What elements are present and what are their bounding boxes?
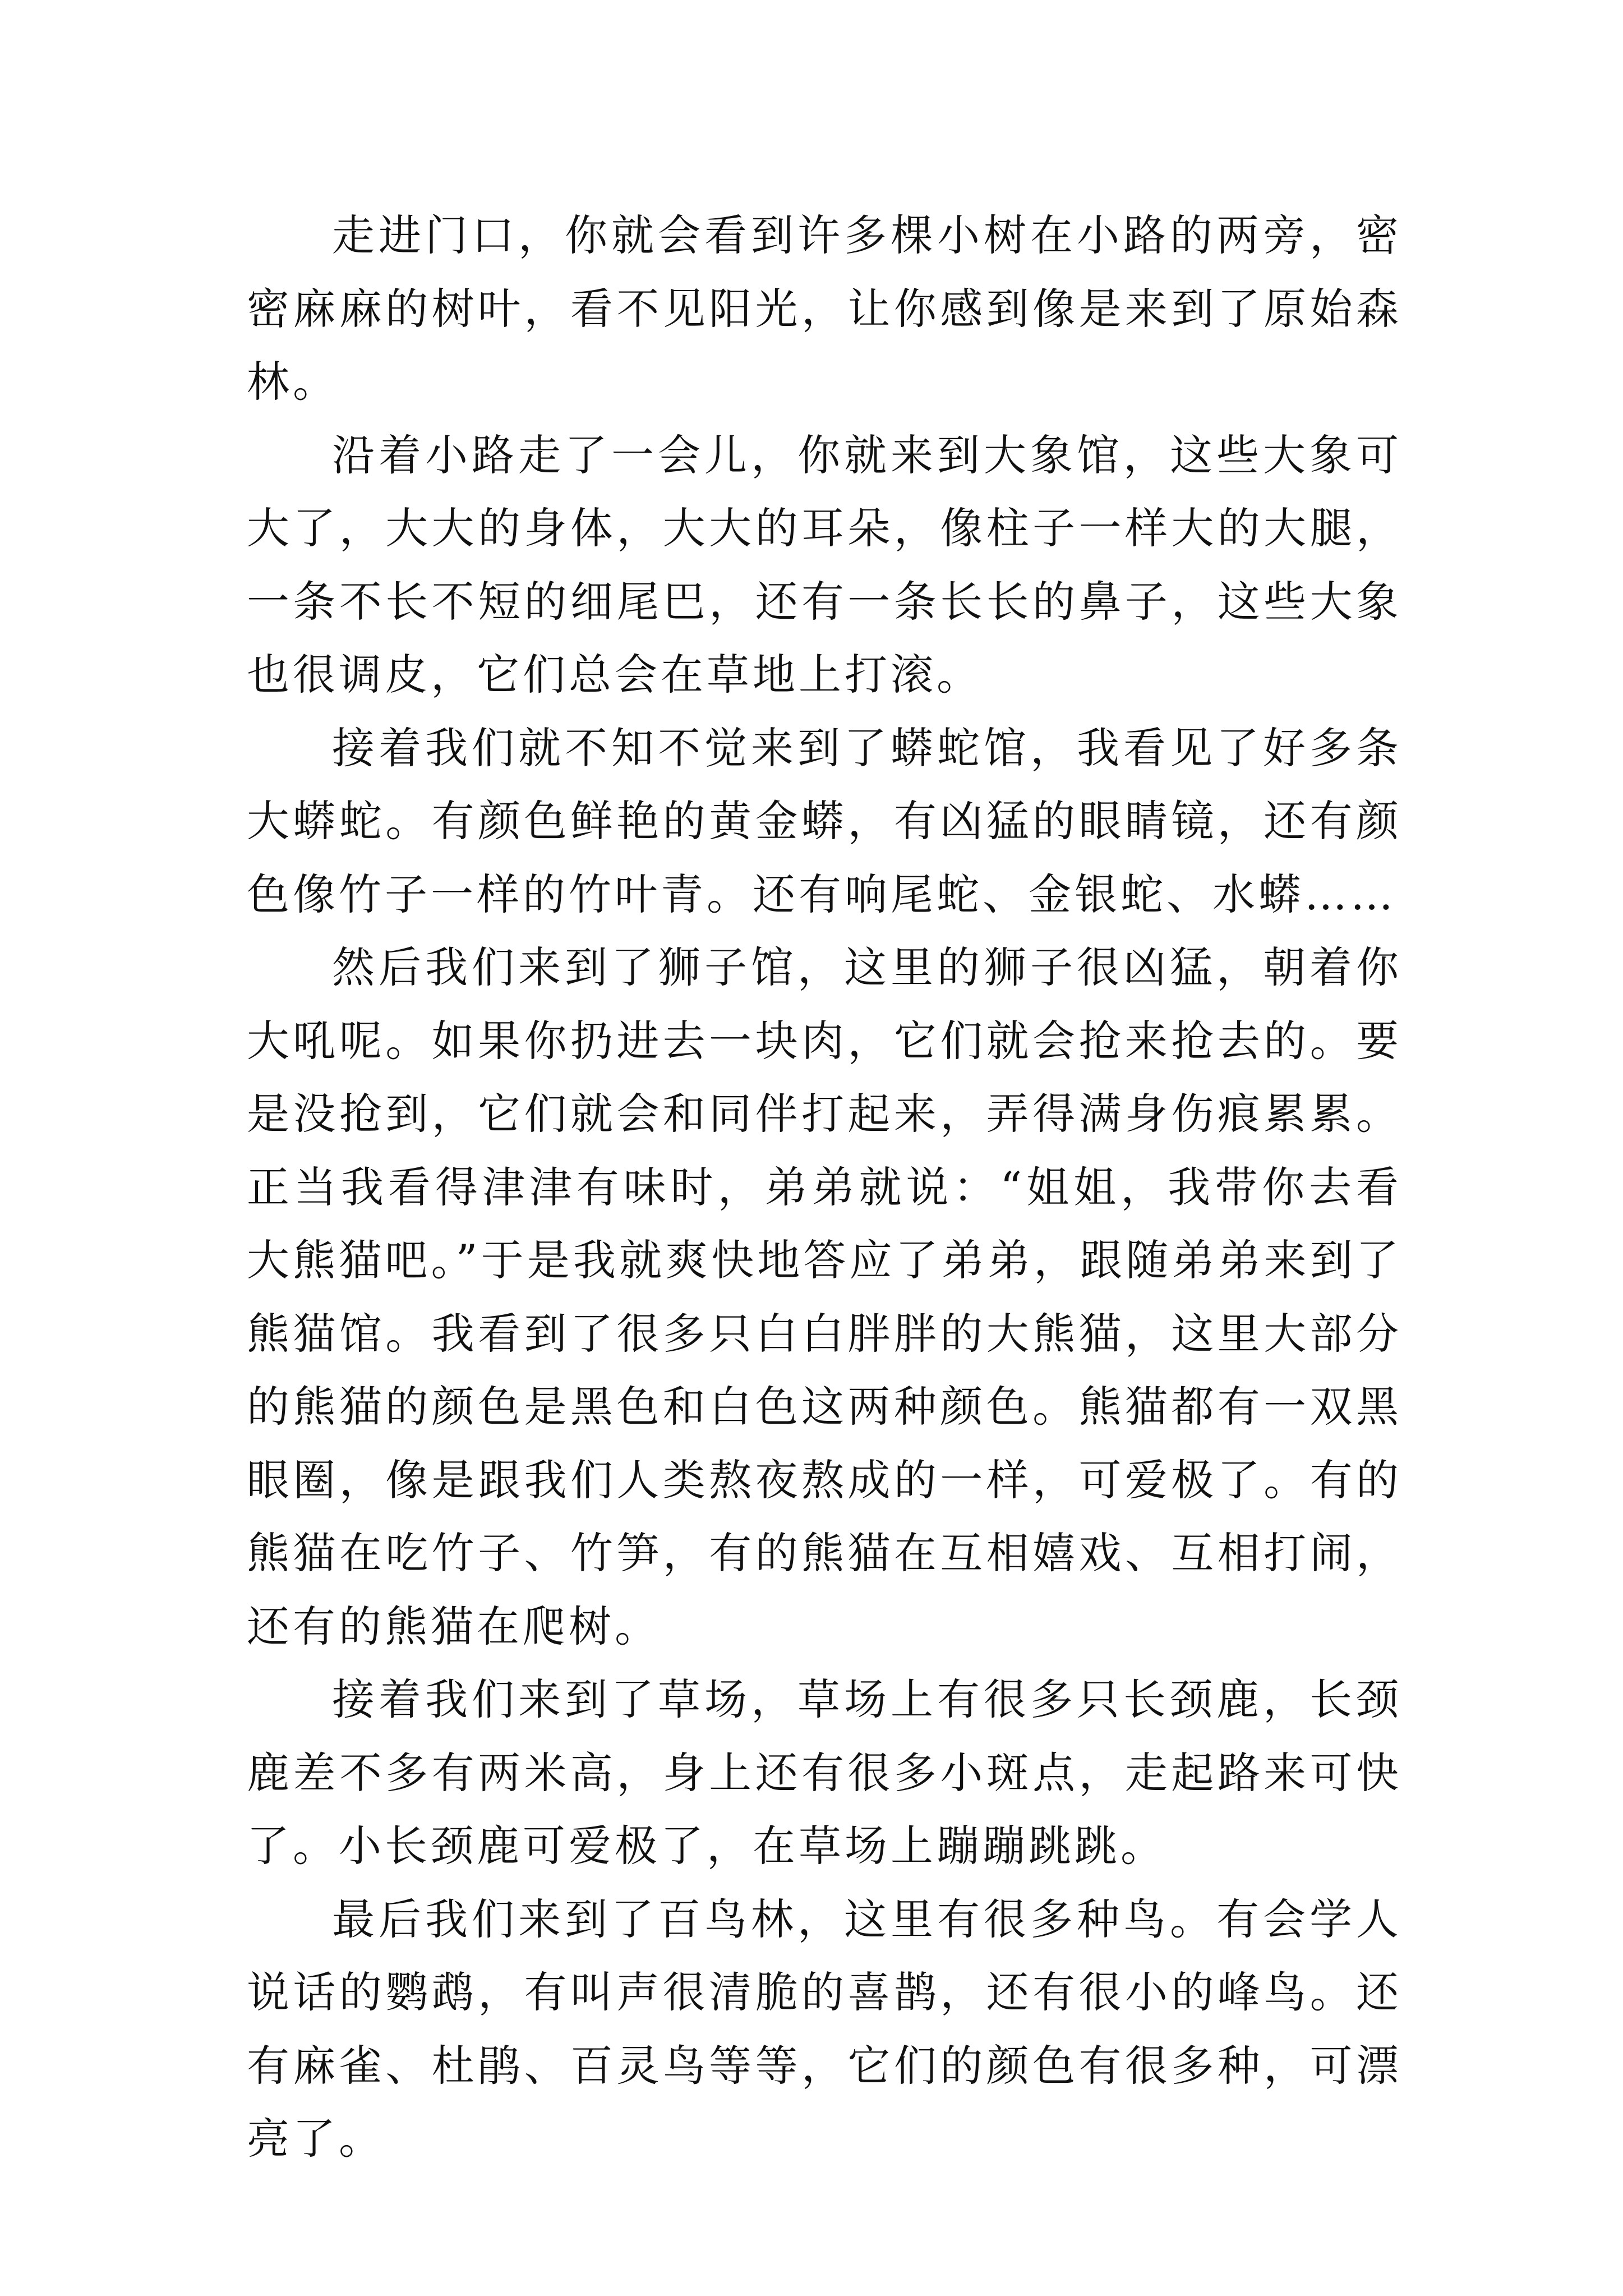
paragraph: 走进门口，你就会看到许多棵小树在小路的两旁，密密麻麻的树叶，看不见阳光，让你感到像是来到了原始森林。 — [247, 210, 1402, 407]
paragraph: 沿着小路走了一会儿，你就来到大象馆，这些大象可大了，大大的身体，大大的耳朵，像柱子一样大的大腿，一条不长不短的细尾巴，还有一条长长的鼻子，这些大象也很调皮，它们总会在草地上打滚。 — [247, 430, 1402, 700]
paragraph: 接着我们就不知不觉来到了蟒蛇馆，我看见了好多条大蟒蛇。有颜色鲜艳的黄金蟒，有凶猛的眼睛镜，还有颜色像竹子一样的竹叶青。还有响尾蛇、金银蛇、水蟒…… — [247, 723, 1402, 919]
paragraph: 最后我们来到了百鸟林，这里有很多种鸟。有会学人说话的鹦鹉，有叫声很清脆的喜鹊，还有很小的峰鸟。还有麻雀、杜鹃、百灵鸟等等，它们的颜色有很多种，可漂亮了。 — [247, 1894, 1402, 2164]
body-text — [247, 199, 1402, 2176]
paragraph: 接着我们来到了草场，草场上有很多只长颈鹿，长颈鹿差不多有两米高，身上还有很多小斑点，走起路来可快了。小长颈鹿可爱极了，在草场上蹦蹦跳跳。 — [247, 1674, 1402, 1871]
paragraph: 然后我们来到了狮子馆，这里的狮子很凶猛，朝着你大吼呢。如果你扔进去一块肉，它们就会抢来抢去的。要是没抢到，它们就会和同伴打起来，弄得满身伤痕累累。正当我看得津津有味时，弟弟就说：“姐姐，我带你去看大熊猫吧。”于是我就爽快地答应了弟弟，跟随弟弟来到了熊猫馆。我看到了很多只白白胖胖的大熊猫，这里大部分的熊猫的颜色是黑色和白色这两种颜色。熊猫都有一双黑眼圈，像是跟我们人类熬夜熬成的一样，可爱极了。有的熊猫在吃竹子、竹笋，有的熊猫在互相嬉戏、互相打闹，还有的熊猫在爬树。 — [247, 942, 1402, 1651]
